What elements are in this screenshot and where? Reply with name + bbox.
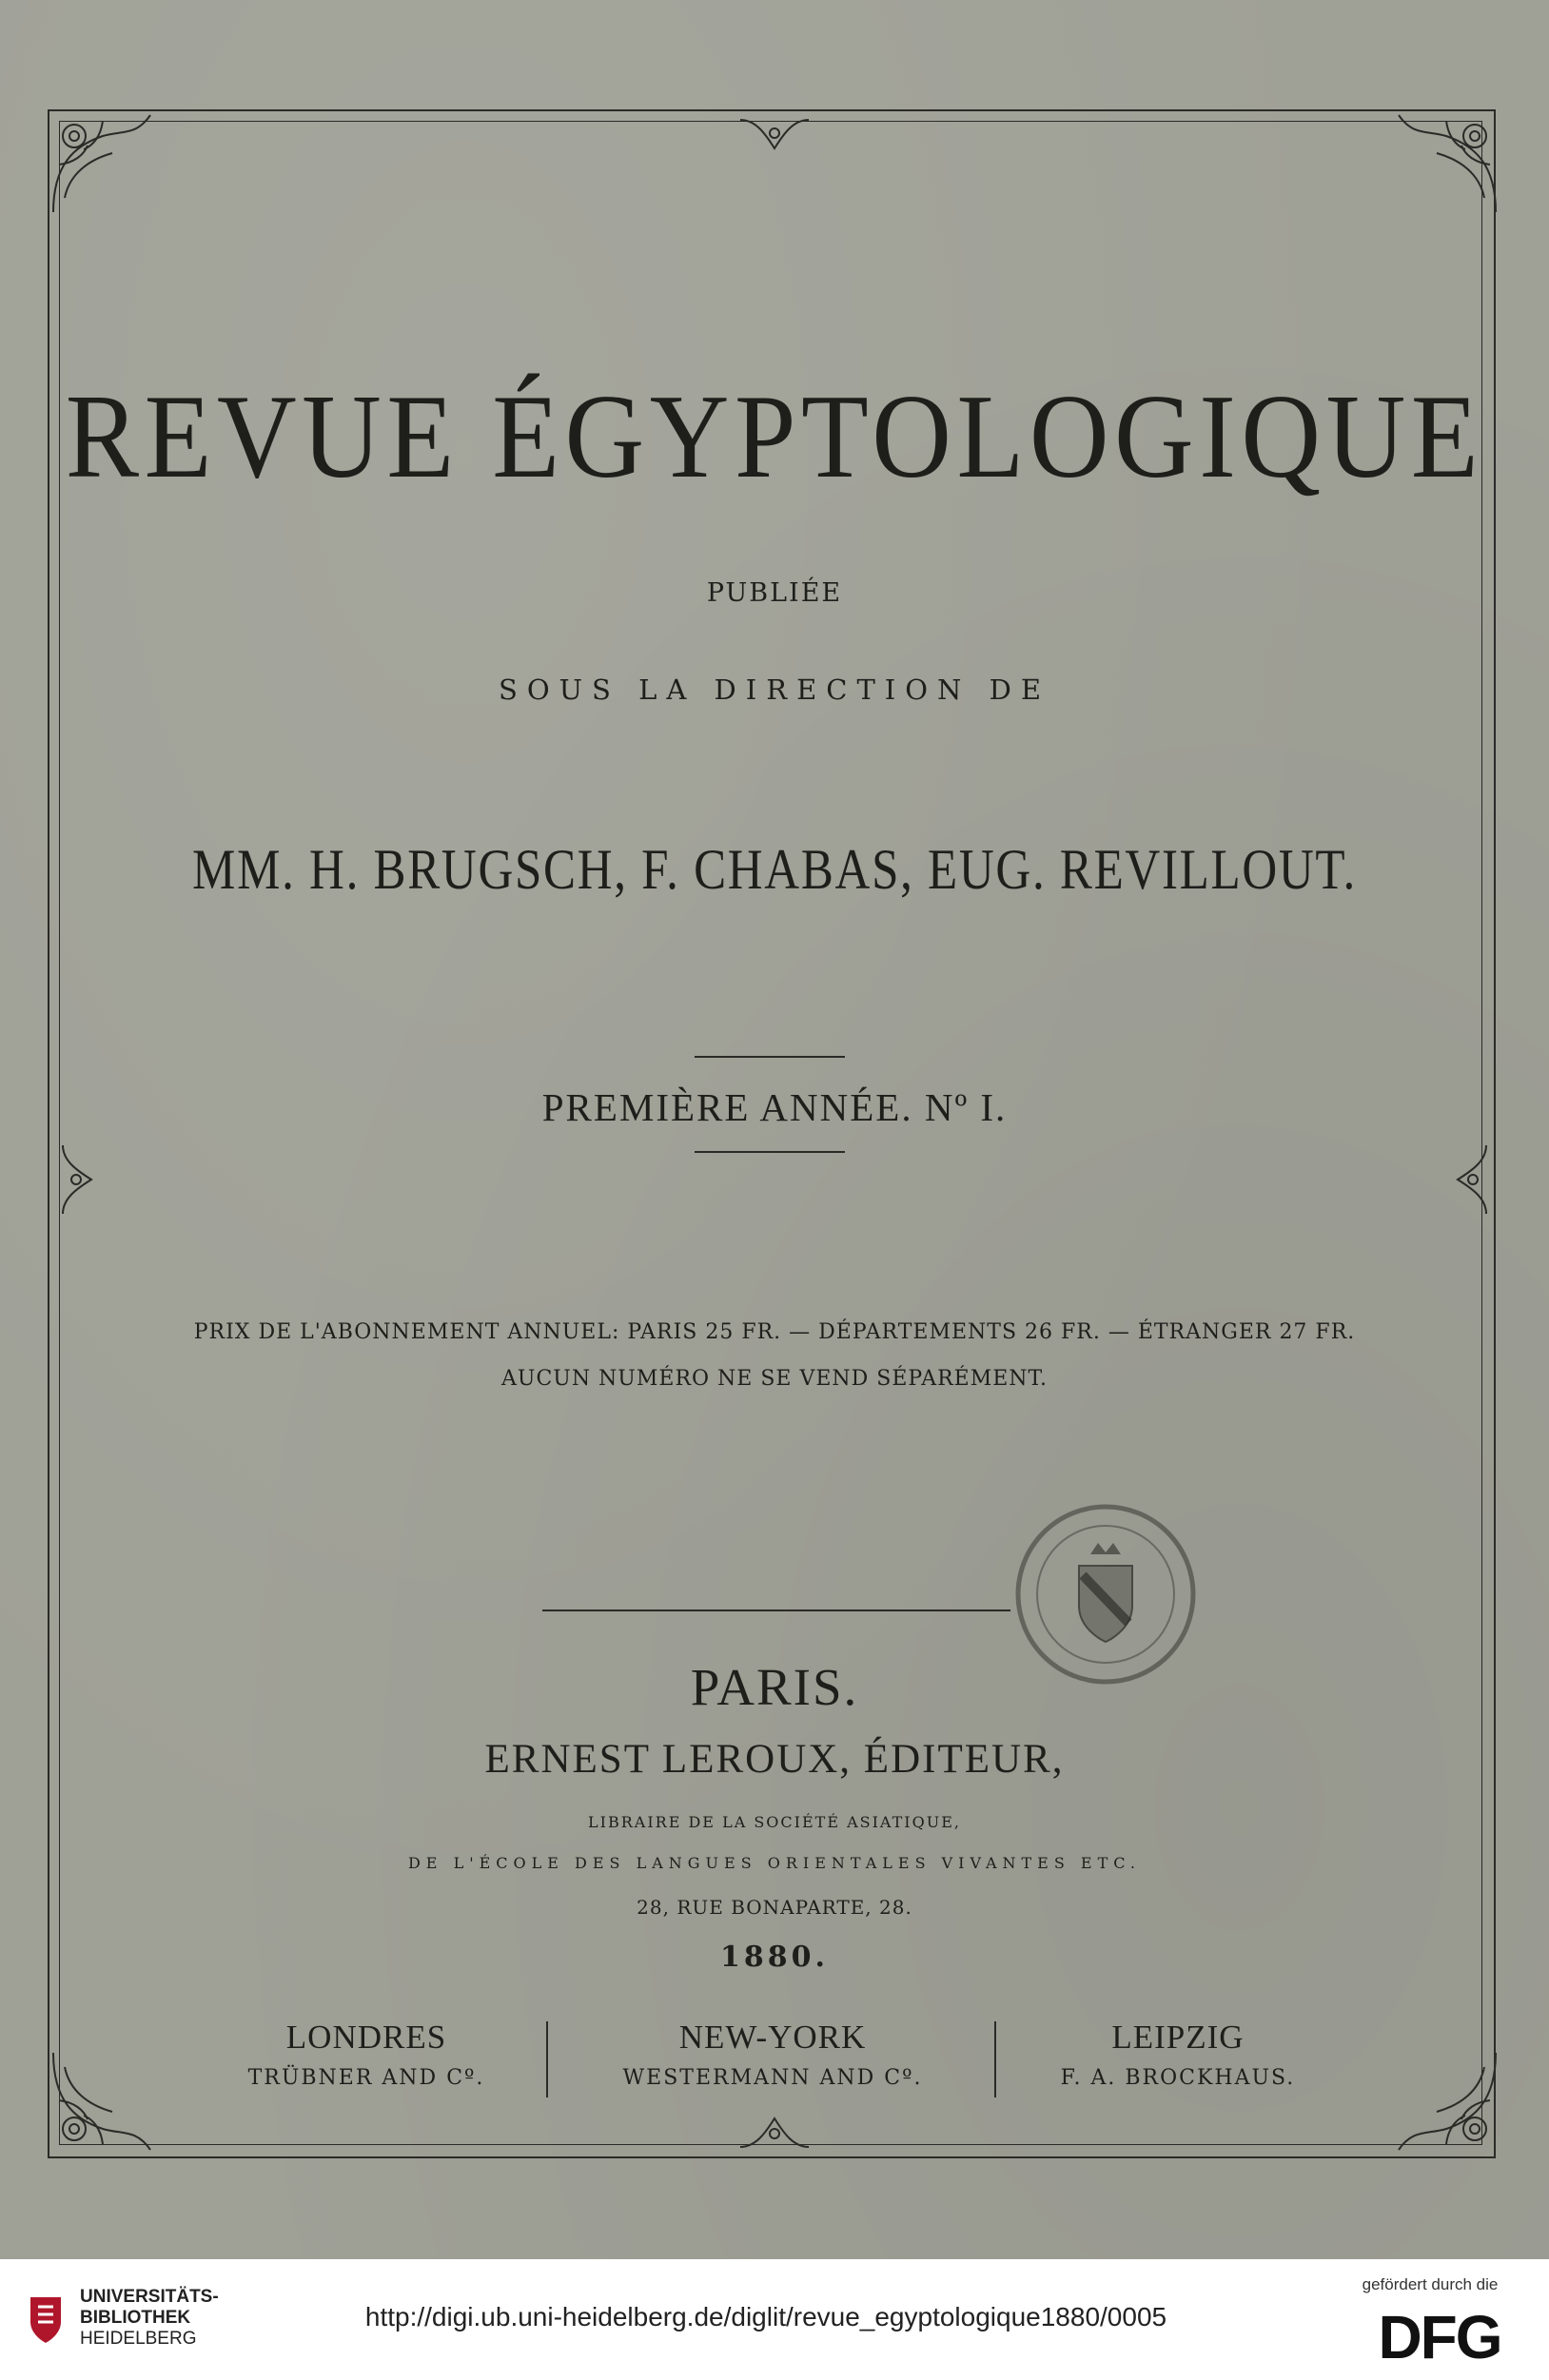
corner-ornament-top-right — [1389, 107, 1503, 222]
library-name-line-1: UNIVERSITÄTS- — [80, 2287, 219, 2307]
agent-london — [147, 2019, 585, 2090]
imprint-line-1: LIBRAIRE DE LA SOCIÉTÉ ASIATIQUE, — [588, 1813, 961, 1831]
imprint-city: PARIS. — [690, 1658, 859, 1716]
corner-ornament-bottom-left — [46, 2043, 160, 2157]
agent-publisher: WESTERMANN AND Cº. — [622, 2066, 923, 2090]
funded-by-label: gefördert durch die — [1362, 2275, 1499, 2293]
corner-ornament-top-left — [46, 107, 160, 222]
agent-publisher: F. A. BROCKHAUS. — [1060, 2066, 1296, 2090]
left-center-ornament — [57, 1141, 105, 1218]
library-name-line-2: BIBLIOTHEK — [80, 2308, 191, 2328]
single-issue-note: AUCUN NUMÉRO NE SE VEND SÉPARÉMENT. — [501, 1367, 1048, 1391]
right-center-ornament — [1444, 1141, 1492, 1218]
library-name — [80, 2287, 219, 2350]
agent-city: NEW-YORK — [678, 2019, 867, 2056]
divider-top — [695, 1056, 845, 1058]
imprint-publisher: ERNEST LEROUX, ÉDITEUR, — [484, 1737, 1065, 1782]
permalink-url[interactable]: http://digi.ub.uni-heidelberg.de/diglit/revue_egyptologique1880/0005 — [364, 2302, 1167, 2331]
imprint-line-2: DE L'ÉCOLE DES LANGUES ORIENTALES VIVANTES ETC. — [407, 1854, 1142, 1872]
bottom-center-ornament — [736, 2105, 813, 2153]
imprint-divider — [542, 1609, 1010, 1611]
corner-ornament-bottom-right — [1389, 2043, 1503, 2157]
agent-leipzig — [959, 2019, 1397, 2090]
subscription-price: PRIX DE L'ABONNEMENT ANNUEL: PARIS 25 FR. — DÉPARTEMENTS 26 FR. — ÉTRANGER 27 FR. — [193, 1320, 1356, 1344]
agent-publisher: TRÜBNER AND Cº. — [247, 2066, 485, 2090]
journal-title: REVUE ÉGYPTOLOGIQUE — [65, 371, 1484, 503]
library-name-line-3: HEIDELBERG — [80, 2329, 197, 2349]
agent-new-york — [554, 2019, 991, 2090]
agent-city: LEIPZIG — [1111, 2019, 1245, 2056]
university-library-logo-icon — [27, 2293, 65, 2347]
published-label: PUBLIÉE — [706, 578, 843, 608]
editors: MM. H. BRUGSCH, F. CHABAS, EUG. REVILLOUT. — [192, 838, 1357, 901]
imprint-address: 28, RUE BONAPARTE, 28. — [637, 1896, 912, 1919]
agent-city: LONDRES — [285, 2019, 447, 2056]
direction-label: SOUS LA DIRECTION DE — [498, 673, 1051, 706]
imprint-year: 1880. — [720, 1941, 829, 1974]
divider-bottom — [695, 1151, 845, 1153]
issue-label: PREMIÈRE ANNÉE. Nº I. — [541, 1085, 1008, 1129]
agent-separator-1 — [546, 2021, 548, 2097]
top-center-ornament — [736, 114, 813, 162]
dfg-logo: DFG — [1378, 2303, 1501, 2371]
